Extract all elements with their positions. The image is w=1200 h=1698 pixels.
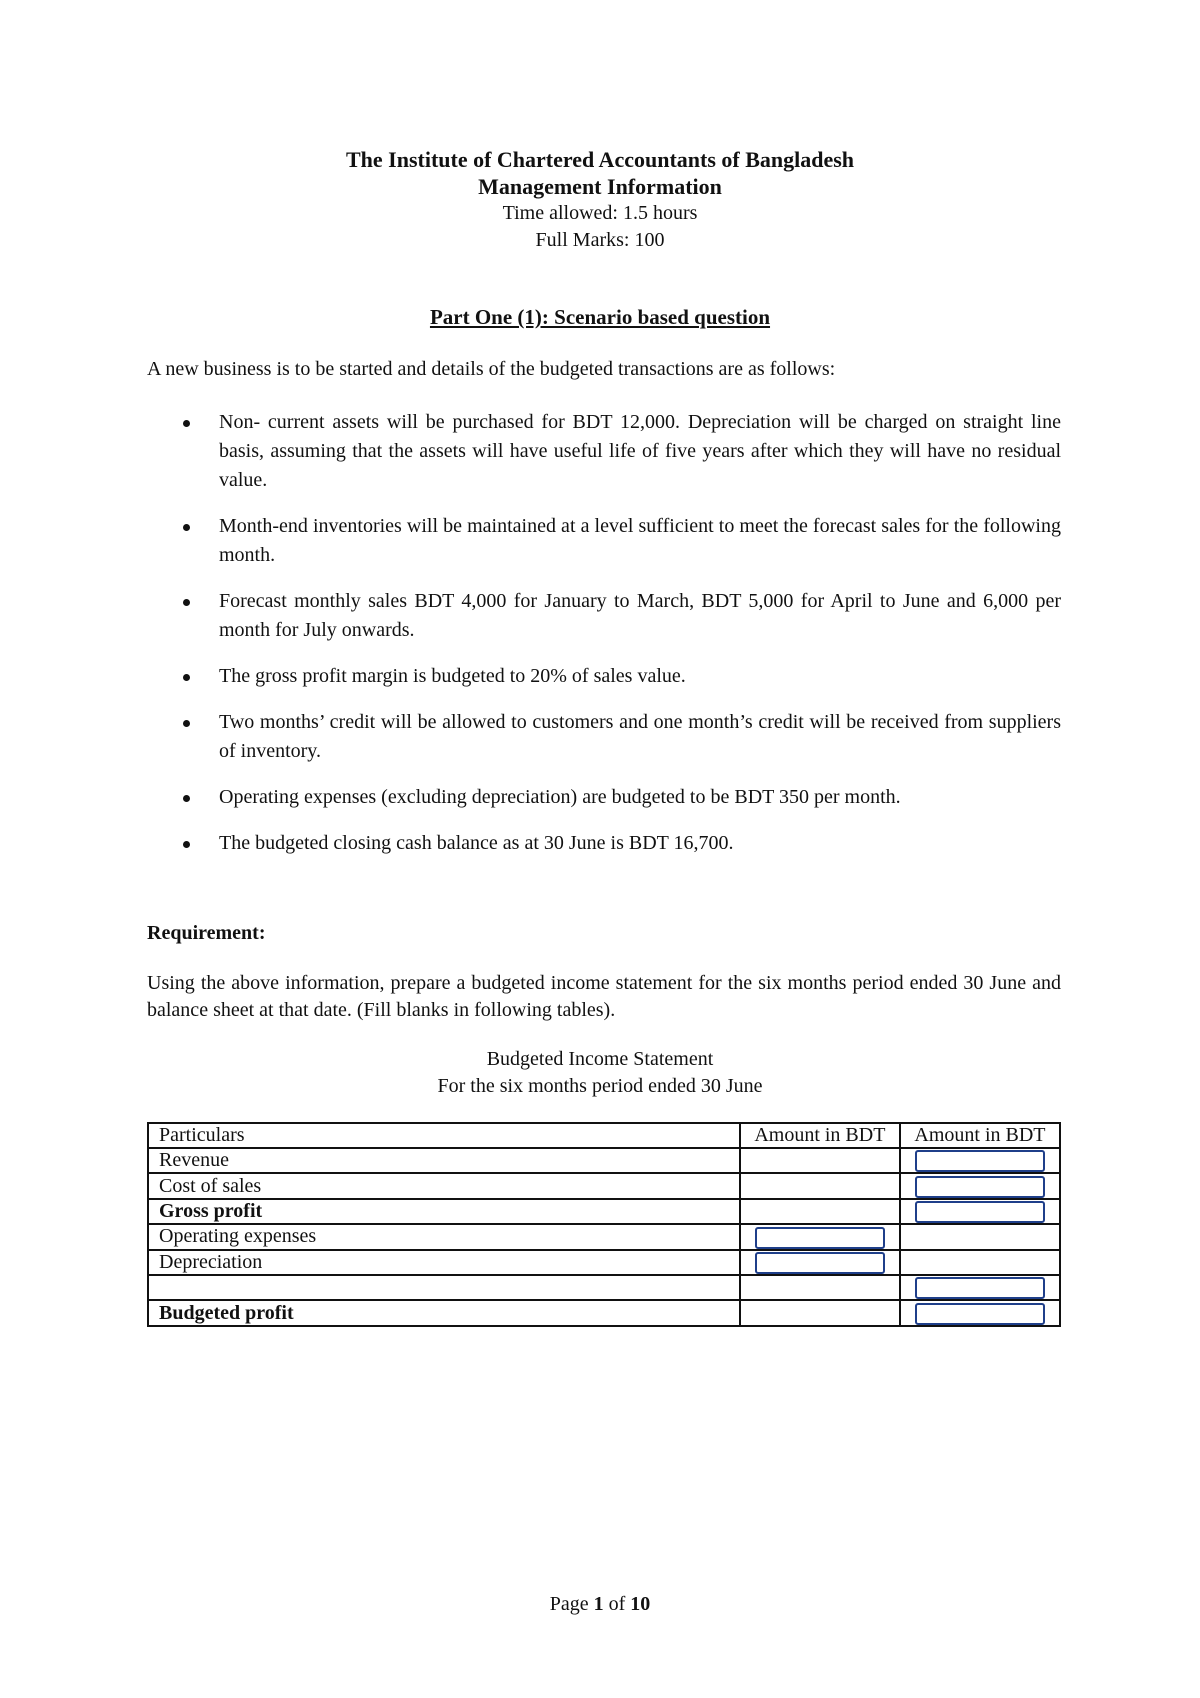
- row-label-cost-of-sales: Cost of sales: [148, 1173, 740, 1198]
- institute-name: The Institute of Chartered Accountants of Bangladesh: [345, 147, 855, 172]
- bullet-text: Forecast monthly sales BDT 4,000 for January to March, BDT 5,000 for April to June and 6,000 per month for July onwards.: [219, 590, 1061, 641]
- bullet-text: Operating expenses (excluding depreciation) are budgeted to be BDT 350 per month.: [219, 786, 901, 808]
- row-label-gross-profit: Gross profit: [148, 1199, 740, 1224]
- bullet-text: Month-end inventories will be maintained at a level sufficient to meet the forecast sales for the following month.: [219, 515, 1061, 566]
- row-label-depreciation: Depreciation: [148, 1250, 740, 1275]
- bullet-icon: [183, 720, 190, 727]
- row-label-blank: [148, 1275, 740, 1300]
- page-prefix: Page: [549, 1593, 594, 1615]
- answer-cell: [900, 1199, 1060, 1224]
- page-footer: [0, 1593, 1200, 1616]
- answer-cell: [900, 1173, 1060, 1198]
- bullet-text: Two months’ credit will be allowed to customers and one month’s credit will be received from suppliers of inventory.: [219, 711, 1061, 762]
- answer-cell: [740, 1250, 900, 1275]
- row-label-operating-expenses: Operating expenses: [148, 1224, 740, 1249]
- table-row: [148, 1300, 1060, 1325]
- exam-header: [0, 146, 1200, 254]
- list-item: [147, 783, 1061, 812]
- list-item: [147, 829, 1061, 858]
- answer-cell: [900, 1148, 1060, 1173]
- statement-subtitle: For the six months period ended 30 June: [437, 1075, 763, 1097]
- list-item: [147, 708, 1061, 766]
- transaction-list: [147, 408, 1061, 875]
- requirement-text: Using the above information, prepare a budgeted income statement for the six months period ended 30 June and balance sheet at that date. (Fill blanks in following tables).: [147, 972, 1061, 1021]
- table-row: [148, 1275, 1060, 1300]
- row-label-budgeted-profit: Budgeted profit: [148, 1300, 740, 1325]
- list-item: [147, 662, 1061, 691]
- empty-cell: [900, 1224, 1060, 1249]
- cost-of-sales-answer-input[interactable]: [915, 1176, 1045, 1198]
- table-row: [148, 1173, 1060, 1198]
- page-number: 1: [593, 1593, 604, 1615]
- bullet-text: The budgeted closing cash balance as at 30 June is BDT 16,700.: [219, 832, 734, 854]
- bullet-icon: [183, 524, 190, 531]
- full-marks: Full Marks: 100: [535, 229, 665, 251]
- bullet-text: Non- current assets will be purchased for BDT 12,000. Depreciation will be charged on straight line basis, assuming that the assets will have useful life of five years after which they will have no residual value.: [219, 411, 1061, 491]
- part-title: Part One (1): Scenario based question: [429, 305, 771, 329]
- statement-title: Budgeted Income Statement: [486, 1048, 714, 1070]
- total-expenses-answer-input[interactable]: [915, 1277, 1045, 1299]
- bullet-icon: [183, 795, 190, 802]
- bullet-icon: [183, 599, 190, 606]
- table-row: [148, 1250, 1060, 1275]
- column-header-amount-2: Amount in BDT: [900, 1123, 1060, 1148]
- subject-name: Management Information: [478, 174, 722, 199]
- statement-heading: [0, 1046, 1200, 1100]
- page-total: 10: [630, 1593, 651, 1615]
- empty-cell: [740, 1148, 900, 1173]
- column-header-amount-1: Amount in BDT: [740, 1123, 900, 1148]
- answer-cell: [900, 1300, 1060, 1325]
- table-row: [148, 1224, 1060, 1249]
- revenue-answer-input[interactable]: [915, 1150, 1045, 1172]
- bullet-icon: [183, 841, 190, 848]
- empty-cell: [740, 1275, 900, 1300]
- intro-text: A new business is to be started and details of the budgeted transactions are as follows:: [147, 358, 836, 380]
- answer-cell: [900, 1275, 1060, 1300]
- list-item: [147, 512, 1061, 570]
- table-row: [148, 1148, 1060, 1173]
- page-mid: of: [603, 1593, 631, 1615]
- row-label-revenue: Revenue: [148, 1148, 740, 1173]
- list-item: [147, 408, 1061, 495]
- operating-expenses-answer-input[interactable]: [755, 1227, 885, 1249]
- list-item: [147, 587, 1061, 645]
- bullet-icon: [183, 674, 190, 681]
- empty-cell: [900, 1250, 1060, 1275]
- table-header-row: [148, 1123, 1060, 1148]
- income-statement-table: [147, 1122, 1061, 1327]
- budgeted-profit-answer-input[interactable]: [915, 1303, 1045, 1325]
- bullet-icon: [183, 420, 190, 427]
- depreciation-answer-input[interactable]: [755, 1252, 885, 1274]
- table-row: [148, 1199, 1060, 1224]
- empty-cell: [740, 1300, 900, 1325]
- gross-profit-answer-input[interactable]: [915, 1201, 1045, 1223]
- empty-cell: [740, 1173, 900, 1198]
- bullet-text: The gross profit margin is budgeted to 20% of sales value.: [219, 665, 686, 687]
- requirement-heading: Requirement:: [147, 922, 266, 944]
- answer-cell: [740, 1224, 900, 1249]
- column-header-particulars: Particulars: [148, 1123, 740, 1148]
- time-allowed: Time allowed: 1.5 hours: [502, 202, 698, 224]
- empty-cell: [740, 1199, 900, 1224]
